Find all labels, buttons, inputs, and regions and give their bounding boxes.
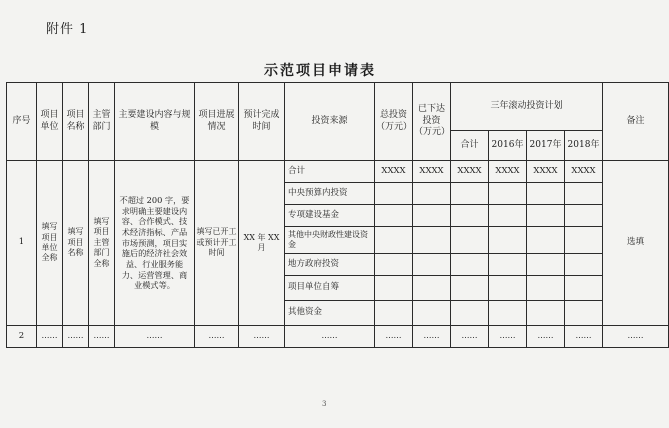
source-2016 xyxy=(489,254,527,276)
source-2018 xyxy=(565,276,603,301)
source-label: 项目单位自筹 xyxy=(285,276,375,301)
source-2017 xyxy=(527,301,565,326)
header-2016: 2016年 xyxy=(489,131,527,161)
row2-cell: …… xyxy=(603,326,669,348)
source-done xyxy=(413,183,451,205)
source-done xyxy=(413,227,451,254)
header-remark: 备注 xyxy=(603,83,669,161)
row1-remark: 选填 xyxy=(603,161,669,326)
header-source: 投资来源 xyxy=(285,83,375,161)
source-subtotal xyxy=(451,227,489,254)
row2-cell: …… xyxy=(413,326,451,348)
row2-cell: …… xyxy=(195,326,239,348)
row2-cell: …… xyxy=(451,326,489,348)
source-done xyxy=(413,276,451,301)
header-2018: 2018年 xyxy=(565,131,603,161)
source-2018 xyxy=(565,227,603,254)
row2-cell: …… xyxy=(37,326,63,348)
source-2016 xyxy=(489,205,527,227)
source-label: 专项建设基金 xyxy=(285,205,375,227)
row2-cell: …… xyxy=(527,326,565,348)
row2-cell: …… xyxy=(89,326,115,348)
row1-finish: XX 年 XX 月 xyxy=(239,161,285,326)
header-content: 主要建设内容与规模 xyxy=(115,83,195,161)
header-unit: 项目单位 xyxy=(37,83,63,161)
header-total: 总投资（万元） xyxy=(375,83,413,161)
page-number: 3 xyxy=(322,400,327,408)
row1-progress: 填写已开工或预计开工时间 xyxy=(195,161,239,326)
row2-cell: …… xyxy=(285,326,375,348)
source-subtotal xyxy=(451,254,489,276)
source-subtotal xyxy=(451,301,489,326)
source-label: 合计 xyxy=(285,161,375,183)
source-done xyxy=(413,205,451,227)
source-2016 xyxy=(489,227,527,254)
source-done xyxy=(413,301,451,326)
row2-cell: …… xyxy=(115,326,195,348)
source-subtotal xyxy=(451,205,489,227)
table-row xyxy=(7,161,669,183)
row2-cell: …… xyxy=(375,326,413,348)
row1-name: 填写项目名称 xyxy=(63,161,89,326)
row2-cell: …… xyxy=(489,326,527,348)
source-label: 地方政府投资 xyxy=(285,254,375,276)
source-2018: XXXX xyxy=(565,161,603,183)
row1-unit: 填写项目单位全称 xyxy=(37,161,63,326)
source-subtotal xyxy=(451,276,489,301)
source-2016: XXXX xyxy=(489,161,527,183)
source-2017 xyxy=(527,254,565,276)
source-total xyxy=(375,227,413,254)
header-seq: 序号 xyxy=(7,83,37,161)
source-2016 xyxy=(489,276,527,301)
source-label: 中央预算内投资 xyxy=(285,183,375,205)
table-row xyxy=(7,326,669,348)
source-done xyxy=(413,254,451,276)
source-total: XXXX xyxy=(375,161,413,183)
header-done: 已下达投资（万元） xyxy=(413,83,451,161)
row1-dept: 填写项目主管部门全称 xyxy=(89,161,115,326)
source-2017 xyxy=(527,183,565,205)
source-total xyxy=(375,301,413,326)
header-rolling: 三年滚动投资计划 xyxy=(451,83,603,131)
source-2017 xyxy=(527,205,565,227)
row1-content: 不超过 200 字，要求明确主要建设内容、合作模式、技术经济指标、产品市场预测，项目实施后的经济社会效益、行业服务能力、运营管理、商业模式等。 xyxy=(115,161,195,326)
source-2018 xyxy=(565,254,603,276)
header-name: 项目名称 xyxy=(63,83,89,161)
row2-cell: …… xyxy=(239,326,285,348)
application-table xyxy=(6,82,669,348)
source-2018 xyxy=(565,183,603,205)
source-total xyxy=(375,183,413,205)
source-subtotal xyxy=(451,183,489,205)
header-subtotal: 合计 xyxy=(451,131,489,161)
source-total xyxy=(375,205,413,227)
header-finish: 预计完成时间 xyxy=(239,83,285,161)
source-2018 xyxy=(565,301,603,326)
source-2016 xyxy=(489,301,527,326)
table-title: 示范项目申请表 xyxy=(264,63,376,79)
source-total xyxy=(375,254,413,276)
source-2017: XXXX xyxy=(527,161,565,183)
row1-seq: 1 xyxy=(7,161,37,326)
row2-seq: 2 xyxy=(7,326,37,348)
source-label: 其他中央财政性建设资金 xyxy=(285,227,375,254)
header-row xyxy=(7,83,669,131)
header-dept: 主管部门 xyxy=(89,83,115,161)
source-2018 xyxy=(565,205,603,227)
source-2017 xyxy=(527,276,565,301)
source-done: XXXX xyxy=(413,161,451,183)
attachment-label: 附件 1 xyxy=(46,22,89,37)
source-2017 xyxy=(527,227,565,254)
header-progress: 项目进展情况 xyxy=(195,83,239,161)
source-total xyxy=(375,276,413,301)
source-subtotal: XXXX xyxy=(451,161,489,183)
row2-cell: …… xyxy=(565,326,603,348)
source-label: 其他资金 xyxy=(285,301,375,326)
row2-cell: …… xyxy=(63,326,89,348)
source-2016 xyxy=(489,183,527,205)
header-2017: 2017年 xyxy=(527,131,565,161)
